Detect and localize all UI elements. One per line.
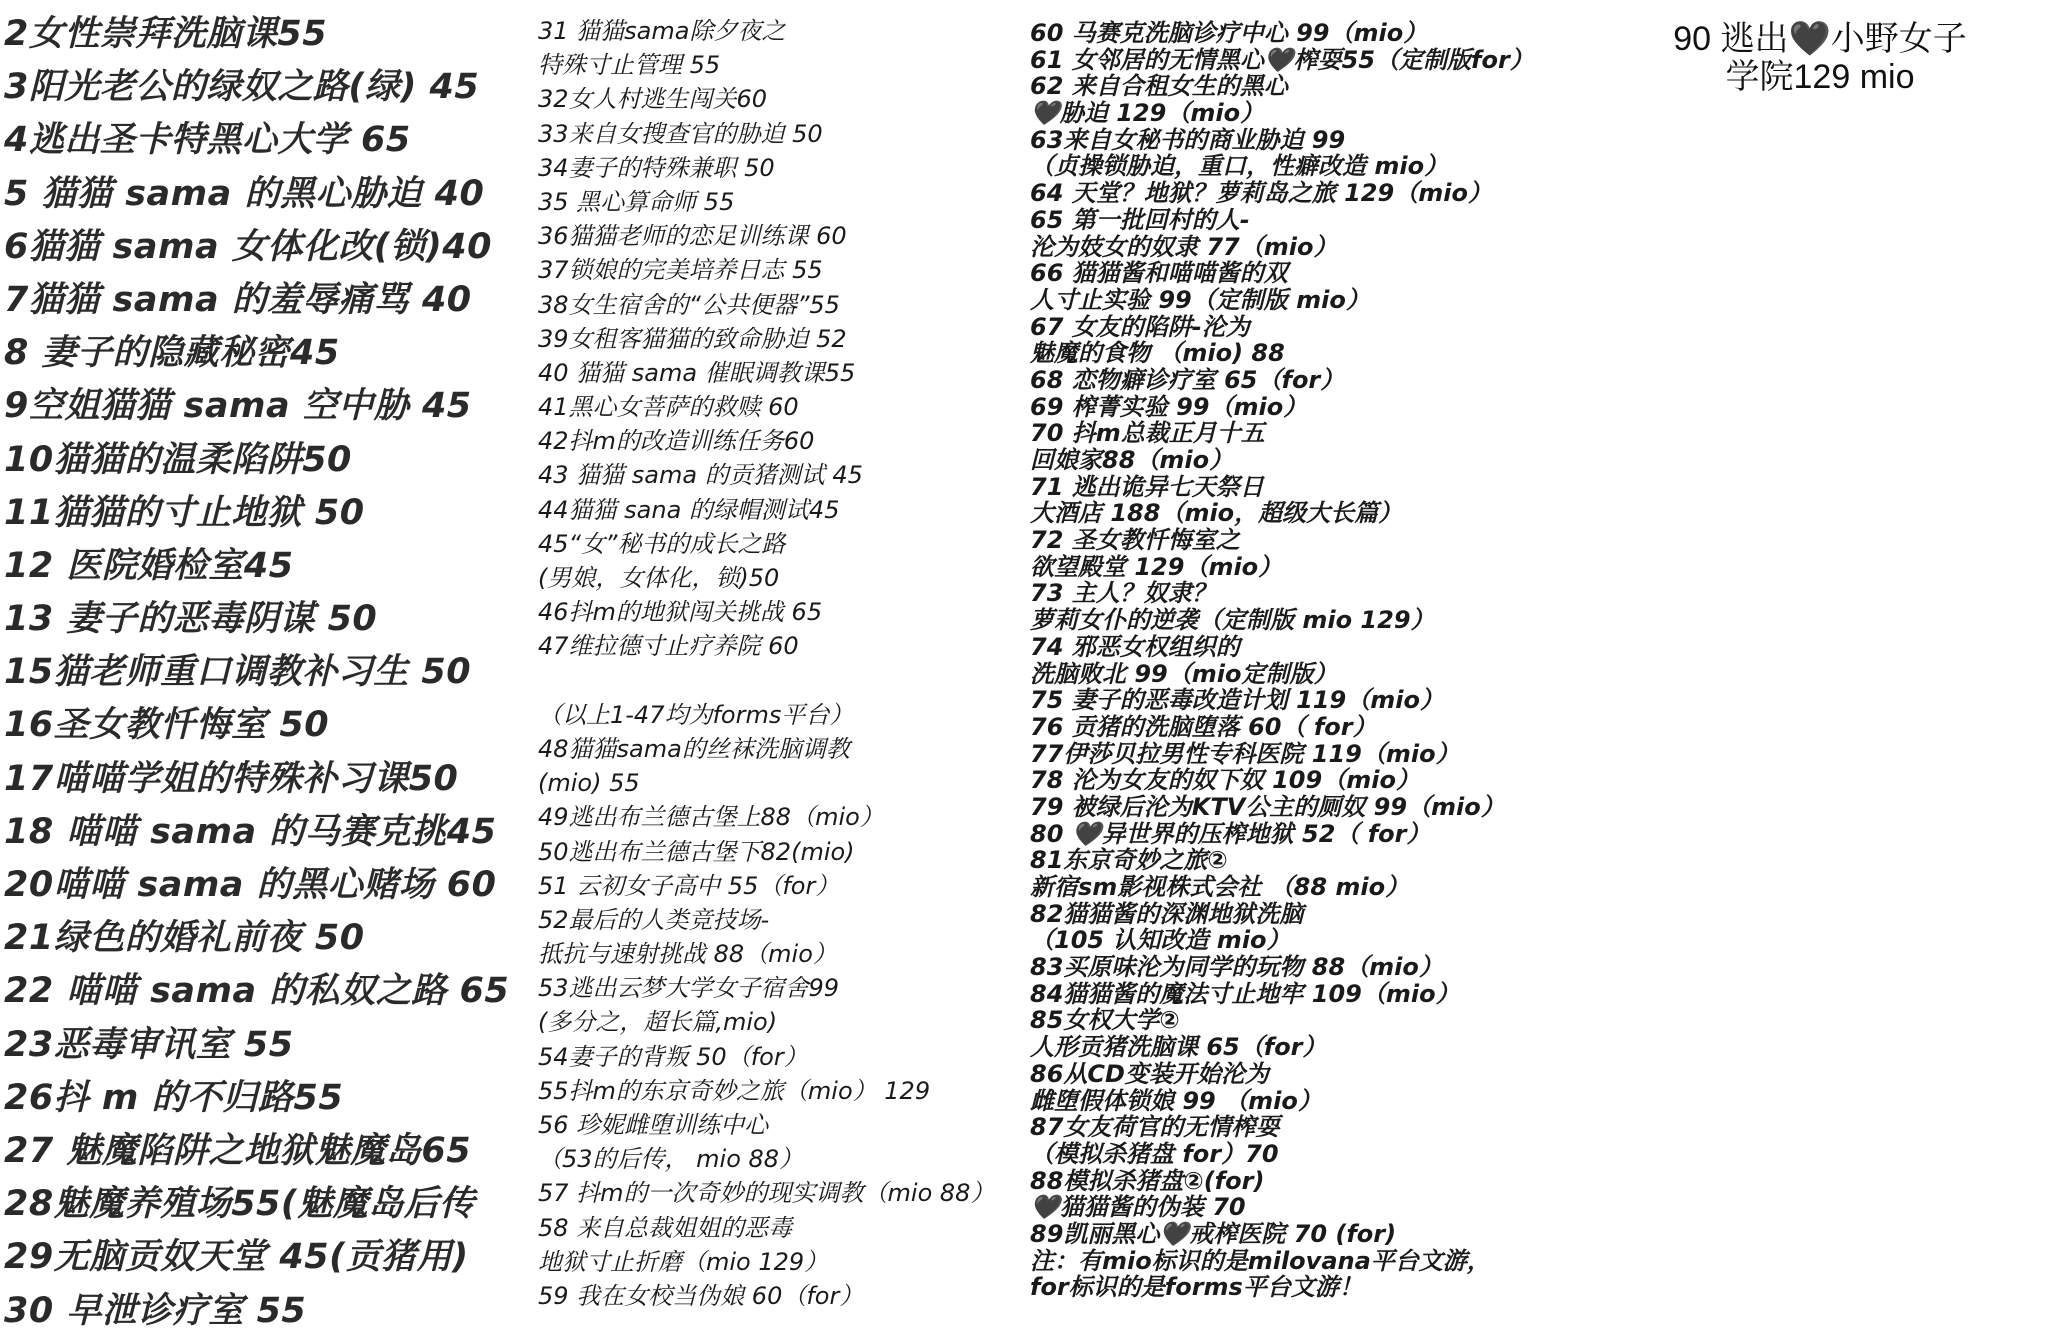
list-item: 30 早泄诊疗室 55 <box>4 1290 307 1331</box>
list-item: 66 猫猫酱和喵喵酱的双 <box>1030 259 1288 288</box>
list-item: 雌堕假体锁娘 99 （mio） <box>1030 1086 1322 1115</box>
list-item: 55抖m的东京奇妙之旅（mio） 129 <box>538 1076 931 1105</box>
list-item: 51 云初女子高中 55（for） <box>538 871 840 900</box>
list-item: 沦为妓女的奴隶 77（mio） <box>1030 232 1338 261</box>
list-item: 80 🖤异世界的压榨地狱 52（ for） <box>1030 819 1431 848</box>
list-item: 50逃出布兰德古堡下82(mio) <box>538 837 855 866</box>
list-item: （53的后传， mio 88） <box>538 1145 804 1174</box>
list-item: 45“女”秘书的成长之路 <box>538 529 786 558</box>
list-item: 洗脑败北 99（mio定制版） <box>1030 659 1338 688</box>
list-item: （模拟杀猪盘 for）70 <box>1030 1139 1279 1168</box>
list-item: 16圣女教忏悔室 50 <box>4 705 330 746</box>
list-item: 65 第一批回村的人- <box>1030 205 1250 234</box>
list-column-1 <box>4 8 524 1338</box>
list-item: 44猫猫 sana 的绿帽测试45 <box>538 495 840 524</box>
list-item: 53逃出云梦大学女子宿舍99 <box>538 974 840 1003</box>
list-item: 🖤猫猫酱的伪装 70 <box>1030 1193 1246 1222</box>
list-item: 5 猫猫 sama 的黑心胁迫 40 <box>4 173 485 214</box>
list-item: (mio) 55 <box>538 769 640 798</box>
list-item: (多分之，超长篇,mio) <box>538 1008 778 1037</box>
list-item: 42抖m的改造训练任务60 <box>538 427 815 456</box>
list-item: 72 圣女教忏悔室之 <box>1030 526 1240 555</box>
list-item: （贞操锁胁迫，重口，性癖改造 mio） <box>1030 152 1449 181</box>
list-item: 68 恋物癖诊疗室 65（for） <box>1030 365 1345 394</box>
list-item: 11猫猫的寸止地狱 50 <box>4 492 365 533</box>
list-item: 81东京奇妙之旅② <box>1030 846 1228 875</box>
list-item: 18 喵喵 sama 的马赛克挑45 <box>4 811 497 852</box>
list-item: 84猫猫酱的魔法寸止地牢 109（mio） <box>1030 979 1460 1008</box>
list-item: 74 邪恶女权组织的 <box>1030 632 1240 661</box>
list-item: 38女生宿舍的“公共便器”55 <box>538 290 840 319</box>
list-item: 33来自女搜查官的胁迫 50 <box>538 119 823 148</box>
list-item: 萝莉女仆的逆袭（定制版 mio 129） <box>1030 606 1435 635</box>
list-item: 71 逃出诡异七天祭日 <box>1030 472 1264 501</box>
list-item: 大酒店 188（mio，超级大长篇） <box>1030 499 1403 528</box>
list-item: 43 猫猫 sama 的贡猪测试 45 <box>538 461 863 490</box>
list-item: 9空姐猫猫 sama 空中胁 45 <box>4 386 472 427</box>
list-item: 61 女邻居的无情黑心🖤榨耍55（定制版for） <box>1030 45 1534 74</box>
list-item: 47维拉德寸止疗养院 60 <box>538 632 799 661</box>
list-item: 34妻子的特殊兼职 50 <box>538 153 775 182</box>
list-item: 15猫老师重口调教补习生 50 <box>4 652 472 693</box>
list-item: 8 妻子的隐藏秘密45 <box>4 333 340 374</box>
list-item: 48猫猫sama的丝袜洗脑调教 <box>538 734 850 763</box>
list-item: 新宿sm影视株式会社 （88 mio） <box>1030 873 1410 901</box>
list-item: for标识的是forms平台文游！ <box>1030 1273 1363 1302</box>
list-item: 21绿色的婚礼前夜 50 <box>4 918 365 959</box>
list-item: 6猫猫 sama 女体化改(锁)40 <box>4 226 492 267</box>
list-item: 26抖 m 的不归路55 <box>4 1077 344 1118</box>
list-item: 回娘家88（mio） <box>1030 446 1234 474</box>
list-item: 60 马赛克洗脑诊疗中心 99（mio） <box>1030 19 1428 47</box>
list-item: 人形贡猪洗脑课 65（for） <box>1030 1033 1327 1062</box>
list-item: 86从CD变装开始沦为 <box>1030 1059 1269 1088</box>
list-item: 76 贡猪的洗脑堕落 60（ for） <box>1030 712 1377 741</box>
list-item: 54妻子的背叛 50（for） <box>538 1042 808 1071</box>
list-item: 75 妻子的恶毒改造计划 119（mio） <box>1030 686 1444 715</box>
list-item: 22 喵喵 sama 的私奴之路 65 <box>4 971 510 1012</box>
list-item: 85女权大学② <box>1030 1006 1180 1035</box>
list-item: 40 猫猫 sama 催眠调教课55 <box>538 358 856 387</box>
list-item: 39女租客猫猫的致命胁迫 52 <box>538 324 847 353</box>
list-item: 23恶毒审讯室 55 <box>4 1024 294 1065</box>
list-item: 79 被绿后沦为KTV公主的厕奴 99（mio） <box>1030 792 1505 821</box>
list-item: 10猫猫的温柔陷阱50 <box>4 439 352 480</box>
list-item: 魅魔的食物 （mio) 88 <box>1030 339 1285 368</box>
list-item: 3阳光老公的绿奴之路(绿) 45 <box>4 67 480 108</box>
list-item: 29无脑贡奴天堂 45(贡猪用) <box>4 1237 469 1278</box>
list-item: 78 沦为女友的奴下奴 109（mio） <box>1030 766 1420 795</box>
list-item: 62 来自合租女生的黑心 <box>1030 72 1288 101</box>
list-item: 59 我在女校当伪娘 60（for） <box>538 1281 864 1310</box>
list-item: 41黑心女菩萨的救赎 60 <box>538 393 799 422</box>
item-90-heading <box>1620 20 2020 96</box>
list-item: 13 妻子的恶毒阴谋 50 <box>4 599 378 640</box>
list-item: 36猫猫老师的恋足训练课 60 <box>538 222 847 251</box>
list-item: 64 天堂？地狱？萝莉岛之旅 129（mio） <box>1030 179 1492 208</box>
list-item: 56 珍妮雌堕训练中心 <box>538 1111 769 1139</box>
list-item: 89凯丽黑心🖤戒榨医院 70 (for) <box>1030 1219 1397 1248</box>
item-90-line-2: 学院129 mio <box>1725 58 1915 96</box>
list-item: (男娘，女体化，锁)50 <box>538 564 780 592</box>
list-item: 28魅魔养殖场55(魅魔岛后传 <box>4 1184 475 1225</box>
list-item: 🖤胁迫 129（mio） <box>1030 99 1265 128</box>
list-item: 77伊莎贝拉男性专科医院 119（mio） <box>1030 739 1460 768</box>
list-item: 2女性崇拜洗脑课55 <box>4 14 328 54</box>
list-item: 注：有mio标识的是milovana平台文游， <box>1030 1246 1491 1275</box>
list-item: 31 猫猫sama除夕夜之 <box>538 17 786 45</box>
list-item: 27 魅魔陷阱之地狱魅魔岛65 <box>4 1130 472 1171</box>
list-item: 7猫猫 sama 的羞辱痛骂 40 <box>4 279 472 320</box>
list-item: 67 女友的陷阱-沦为 <box>1030 312 1250 341</box>
list-item: 12 医院婚检室45 <box>4 545 294 586</box>
list-column-3 <box>1030 20 1630 1301</box>
list-item: （以上1-47均为forms平台） <box>538 700 854 729</box>
list-item: 87女友荷官的无情榨耍 <box>1030 1113 1280 1142</box>
list-item: 63来自女秘书的商业胁迫 99 <box>1030 125 1346 154</box>
list-item: 特殊寸止管理 55 <box>538 51 721 80</box>
list-item: 82猫猫酱的深渊地狱洗脑 <box>1030 899 1304 928</box>
list-item: 4逃出圣卡特黑心大学 65 <box>4 120 411 161</box>
list-item: 46抖m的地狱闯关挑战 65 <box>538 598 823 627</box>
list-item: 欲望殿堂 129（mio） <box>1030 552 1283 581</box>
list-item: 70 抖m总裁正月十五 <box>1030 419 1265 448</box>
list-item: 88模拟杀猪盘②(for) <box>1030 1166 1265 1195</box>
list-item: 35 黑心算命师 55 <box>538 187 735 216</box>
list-item: 52最后的人类竞技场- <box>538 905 770 934</box>
list-item: （105 认知改造 mio） <box>1030 926 1291 955</box>
list-item: 49逃出布兰德古堡上88（mio） <box>538 803 884 832</box>
list-item: 人寸止实验 99（定制版 mio） <box>1030 285 1370 314</box>
list-item: 17喵喵学姐的特殊补习课50 <box>4 758 459 799</box>
list-item: 地狱寸止折磨（mio 129） <box>538 1247 829 1276</box>
item-90-line-1: 90 逃出🖤小野女子 <box>1673 20 1967 58</box>
list-item <box>538 664 1018 698</box>
list-item: 57 抖m的一次奇妙的现实调教（mio 88） <box>538 1179 995 1208</box>
list-column-2 <box>538 14 1018 1313</box>
list-item: 69 榨菁实验 99（mio） <box>1030 392 1308 421</box>
list-item: 抵抗与速射挑战 88（mio） <box>538 940 837 969</box>
list-item: 37锁娘的完美培养日志 55 <box>538 256 823 285</box>
list-item: 32女人村逃生闯关60 <box>538 85 768 114</box>
list-item: 20喵喵 sama 的黑心赌场 60 <box>4 865 497 905</box>
list-item: 58 来自总裁姐姐的恶毒 <box>538 1213 793 1242</box>
list-item: 73 主人？奴隶？ <box>1030 579 1216 608</box>
list-item: 83买原味沦为同学的玩物 88（mio） <box>1030 953 1443 982</box>
